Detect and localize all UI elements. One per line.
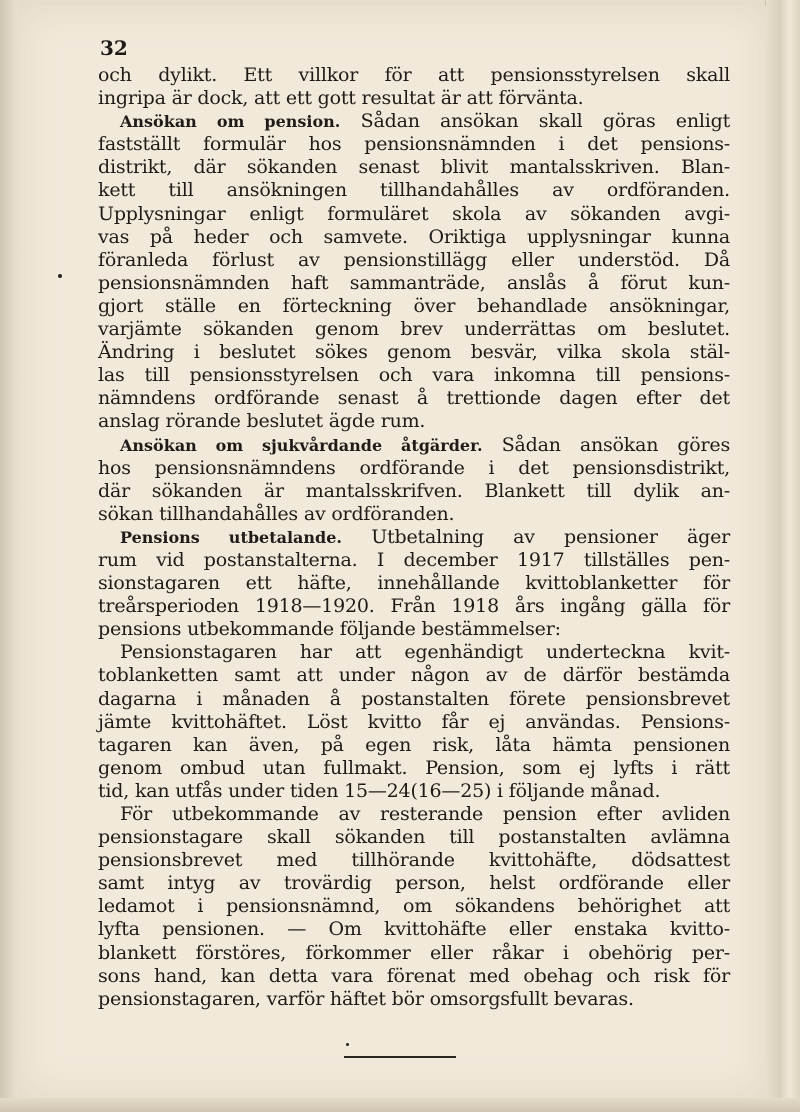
text-line: tagaren kan även, på egen risk, låta hämta pensionen: [98, 733, 730, 756]
text-line: varjämte sökanden genom brev underrättas om beslutet.: [98, 318, 730, 341]
text-line: hos pensionsnämndens ordförande i det pensionsdistrikt,: [98, 456, 730, 479]
text-line: sionstagaren ett häfte, innehållande kvittoblanketter för: [98, 572, 730, 595]
text-line: pensionsnämnden haft sammanträde, anslås å förut kun-: [98, 271, 730, 294]
text-line: samt intyg av trovärdig person, helst ordförande eller: [98, 872, 730, 895]
text-line: tid, kan utfås under tiden 15—24(16—25) i följande månad.: [98, 779, 661, 802]
page-body-text: [98, 64, 730, 1011]
text-line: pensionstagaren, varför häftet bör omsorgsfullt bevaras.: [98, 987, 634, 1010]
text-line: sons hand, kan detta vara förenat med obehag och risk för: [98, 964, 730, 987]
text-line: pensions utbekommande följande bestämmelser:: [98, 618, 561, 641]
text-line: lyfta pensionen. — Om kvittohäfte eller enstaka kvitto-: [98, 918, 730, 941]
text-line: pensionsbrevet med tillhörande kvittohäfte, dödsattest: [98, 849, 730, 872]
text-line: gjort ställe en förteckning över behandlade ansökningar,: [98, 294, 730, 317]
text-line: kett till ansökningen tillhandahålles av ordföranden.: [98, 179, 730, 202]
text-line: ledamot i pensionsnämnd, om sökandens behörighet att: [98, 895, 730, 918]
text-line: pensionstagare skall sökanden till postanstalten avlämna: [98, 826, 730, 849]
text-line: [98, 526, 730, 549]
text-line: Ändring i beslutet sökes genom besvär, vilka skola stäl-: [98, 341, 730, 364]
next-page-edge: [765, 0, 800, 1112]
text-line: nämndens ordförande senast å trettionde dagen efter det: [98, 387, 730, 410]
text-line: fastställt formulär hos pensionsnämnden i det pensions-: [98, 133, 730, 156]
text-line: och dylikt. Ett villkor för att pensionsstyrelsen skall: [98, 64, 730, 86]
text-line: blankett förstöres, förkommer eller råkar i obehörig per-: [98, 941, 730, 964]
text-line: Upplysningar enligt formuläret skola av sökanden avgi-: [98, 202, 730, 225]
text-run: Utbetalning av pensioner äger: [371, 525, 731, 548]
text-line: vas på heder och samvete. Oriktiga upplysningar kunna: [98, 225, 730, 248]
page-number: 32: [100, 36, 128, 60]
text-line: genom ombud utan fullmakt. Pension, som ej lyfts i rätt: [98, 756, 730, 779]
text-line: las till pensionsstyrelsen och vara inkomna till pensions-: [98, 364, 730, 387]
page-bottom-edge: [0, 1098, 800, 1112]
text-line: anslag rörande beslutet ägde rum.: [98, 410, 426, 433]
text-line: sökan tillhandahålles av ordföranden.: [98, 502, 455, 525]
text-line: rum vid postanstalterna. I december 1917 tillställes pen-: [98, 548, 730, 571]
section-heading-sjukvard: Ansökan om sjukvårdande åtgärder.: [120, 435, 483, 455]
binding-shadow: [0, 0, 18, 1112]
text-line: treårsperioden 1918—1920. Från 1918 års ingång gälla för: [98, 595, 730, 618]
text-line: Pensionstagaren har att egenhändigt underteckna kvit-: [120, 641, 730, 664]
book-page: [18, 6, 766, 1098]
ornament-dot: [346, 1043, 349, 1046]
text-line: där sökanden är mantalsskrifven. Blankett till dylik an-: [98, 479, 730, 502]
closing-rule: [344, 1056, 456, 1058]
text-line: toblanketten samt att under någon av de därför bestämda: [98, 664, 730, 687]
text-line: dagarna i månaden å postanstalten förete pensionsbrevet: [98, 687, 730, 710]
text-line: föranleda förlust av pensionstillägg eller understöd. Då: [98, 248, 730, 271]
text-line: [98, 110, 730, 133]
text-run: Sådan ansökan skall göras enligt: [360, 110, 731, 133]
text-line: För utbekommande av resterande pension efter avliden: [120, 803, 730, 825]
section-heading-ansokan-om-pension: Ansökan om pension.: [120, 112, 341, 132]
text-line: distrikt, där sökanden senast blivit mantalsskriven. Blan-: [98, 156, 730, 179]
text-line: jämte kvittohäftet. Löst kvitto får ej användas. Pensions-: [98, 710, 730, 733]
text-line: [98, 434, 730, 457]
text-line: ingripa är dock, att ett gott resultat är att förvänta.: [98, 87, 584, 110]
section-heading-utbetalande: Pensions utbetalande.: [120, 527, 342, 547]
margin-mark: [58, 274, 62, 278]
text-run: Sådan ansökan göres: [501, 433, 730, 456]
